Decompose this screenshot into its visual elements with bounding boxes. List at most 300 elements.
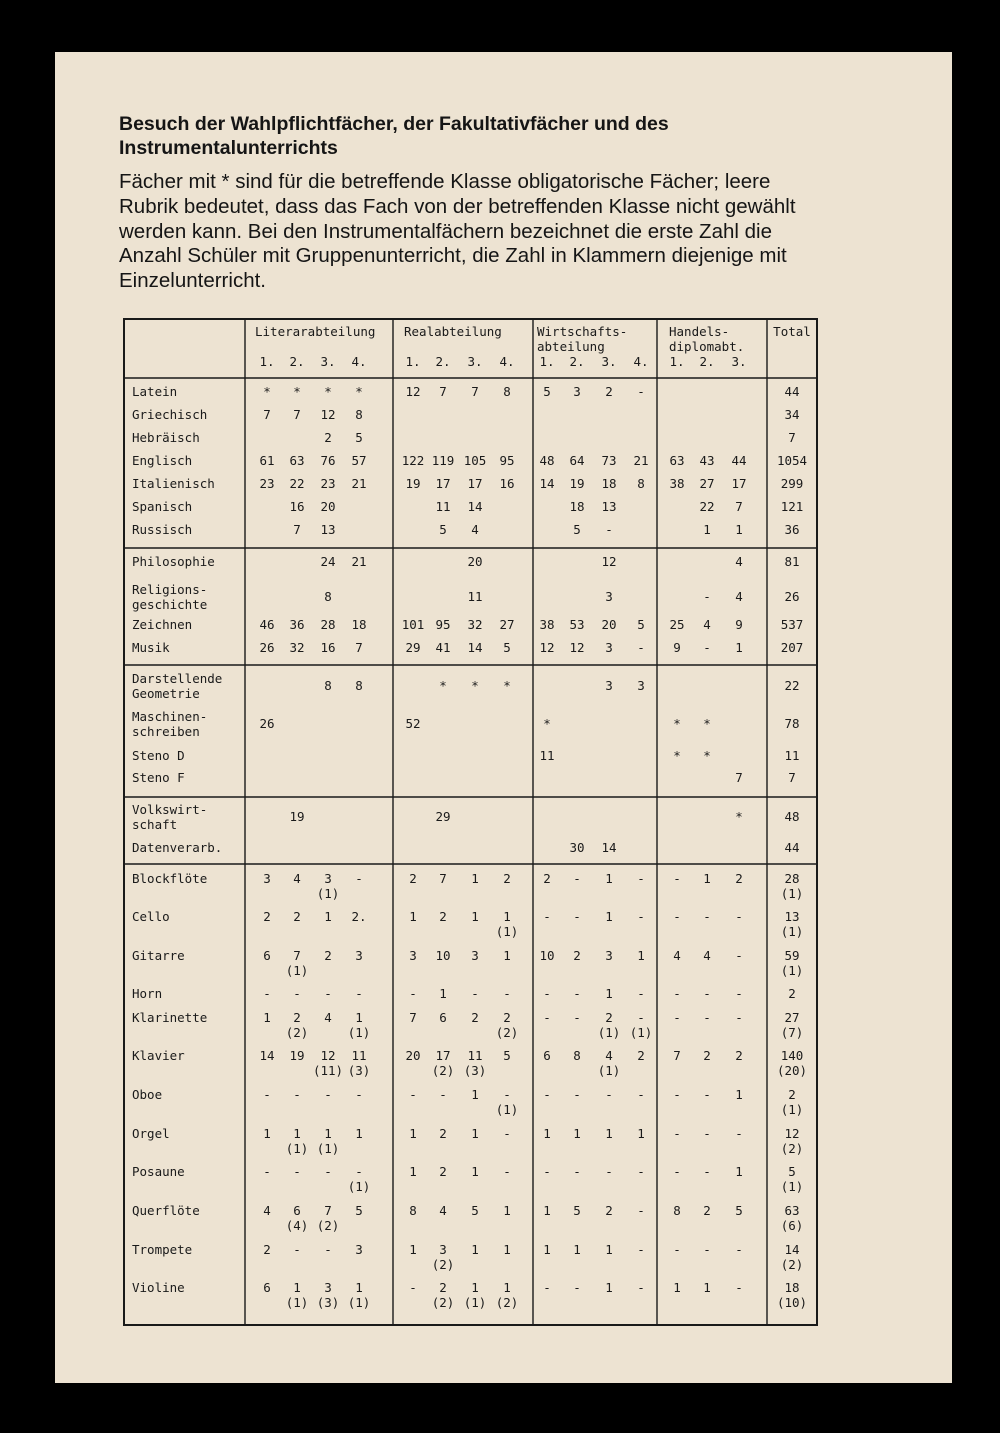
table-cell: 5 — [471, 1203, 479, 1218]
table-cell: 1 — [735, 640, 743, 655]
table-cell: - — [703, 1126, 711, 1141]
table-cell: 23 — [320, 476, 336, 491]
table-cell: - — [673, 1164, 681, 1179]
row-total: 36 — [784, 522, 800, 537]
row-total: 78 — [784, 716, 800, 731]
table-cell: 1 (1) — [316, 1126, 340, 1156]
table-cell: - — [637, 1087, 645, 1102]
table-cell: 5 — [355, 430, 363, 445]
table-cell: 21 — [633, 453, 649, 468]
table-cell: 1 — [703, 522, 711, 537]
table-cell: 1 — [573, 1242, 581, 1257]
table-cell: 20 — [467, 554, 483, 569]
row-total: 48 — [784, 809, 800, 824]
table-cell: 63 — [289, 453, 305, 468]
table-cell: * — [735, 809, 743, 824]
table-cell: * — [543, 716, 551, 731]
table-cell: 1 — [605, 1242, 613, 1257]
table-cell: 7 — [293, 522, 301, 537]
table-cell: 53 — [569, 617, 585, 632]
row-total: 81 — [784, 554, 800, 569]
table-cell: 18 — [351, 617, 367, 632]
table-cell: - — [703, 1164, 711, 1179]
class-header: 1. — [405, 354, 421, 369]
class-header: 3. — [601, 354, 617, 369]
table-cell: 1 — [735, 522, 743, 537]
table-cell: 16 — [499, 476, 515, 491]
table-cell: 3 — [355, 1242, 363, 1257]
table-cell: 8 — [355, 407, 363, 422]
table-cell: 5 — [439, 522, 447, 537]
table-cell: - — [637, 1280, 645, 1295]
table-cell: 3 — [409, 948, 417, 963]
table-cell: 25 — [669, 617, 685, 632]
table-cell: 1 — [573, 1126, 581, 1141]
page-title: Besuch der Wahlpflichtfächer, der Fakultativfächer und des Instrumentalunterrichts — [119, 113, 669, 159]
table-cell: - — [703, 1242, 711, 1257]
table-cell: 9 — [735, 617, 743, 632]
class-header: 4. — [499, 354, 515, 369]
table-cell: 1 (2) — [495, 1280, 519, 1310]
table-cell: 2 — [735, 1048, 743, 1063]
class-header: 2. — [435, 354, 451, 369]
table-cell: 8 — [503, 384, 511, 399]
table-cell: 1 — [735, 1164, 743, 1179]
table-cell: 24 — [320, 554, 336, 569]
table-cell: 29 — [405, 640, 421, 655]
table-cell: 44 — [731, 453, 747, 468]
table-cell: - — [637, 1203, 645, 1218]
table-cell: 8 — [324, 678, 332, 693]
table-cell: - — [637, 871, 645, 886]
table-cell: - — [573, 986, 581, 1001]
row-label: Posaune — [132, 1164, 185, 1179]
table-cell: 1 — [735, 1087, 743, 1102]
table-cell: 8 — [673, 1203, 681, 1218]
table-cell: 20 — [405, 1048, 421, 1063]
table-cell: 16 — [289, 499, 305, 514]
table-cell: * — [503, 678, 511, 693]
table-cell: 1 — [543, 1203, 551, 1218]
table-cell: - — [409, 1087, 417, 1102]
table-cell: 6 — [263, 1280, 271, 1295]
row-total: 121 — [780, 499, 804, 514]
table-cell: * — [263, 384, 271, 399]
table-cell: 2 — [409, 871, 417, 886]
table-cell: - — [605, 1164, 613, 1179]
table-cell: - — [355, 986, 363, 1001]
table-cell: 6 — [263, 948, 271, 963]
table-cell: 2 — [503, 871, 511, 886]
table-cell: 30 — [569, 840, 585, 855]
row-label: Oboe — [132, 1087, 163, 1102]
table-cell: 5 — [355, 1203, 363, 1218]
table-cell: 18 — [569, 499, 585, 514]
table-cell: 28 — [320, 617, 336, 632]
table-cell: - — [637, 640, 645, 655]
table-cell: 36 — [289, 617, 305, 632]
table-cell: - — [703, 986, 711, 1001]
table-cell: - (1) — [495, 1087, 519, 1117]
table-cell: - — [637, 986, 645, 1001]
table-cell: 1 (1) — [347, 1010, 371, 1040]
table-cell: 64 — [569, 453, 585, 468]
table-cell: 23 — [259, 476, 275, 491]
table-cell: 5 — [573, 1203, 581, 1218]
table-cell: 4 — [673, 948, 681, 963]
table-cell: 22 — [699, 499, 715, 514]
table-cell: - — [293, 1242, 301, 1257]
table-cell: 14 — [467, 499, 483, 514]
table-cell: - — [324, 1164, 332, 1179]
table-cell: - — [637, 384, 645, 399]
row-label: Philosophie — [132, 554, 215, 569]
table-cell: 4 — [703, 948, 711, 963]
group-header: Wirtschafts- abteilung — [537, 324, 628, 354]
table-cell: 6 — [439, 1010, 447, 1025]
table-cell: 2 — [703, 1048, 711, 1063]
row-label: Spanisch — [132, 499, 193, 514]
table-cell: 1 — [471, 1087, 479, 1102]
table-cell: 3 (3) — [316, 1280, 340, 1310]
class-header: 3. — [320, 354, 336, 369]
row-label: Italienisch — [132, 476, 215, 491]
table-cell: 1 — [703, 871, 711, 886]
row-label: Maschinen- schreiben — [132, 709, 208, 739]
row-total: 13 (1) — [780, 909, 804, 939]
table-cell: 1 — [673, 1280, 681, 1295]
table-cell: 7 — [439, 384, 447, 399]
table-cell: 73 — [601, 453, 617, 468]
table-cell: 19 — [569, 476, 585, 491]
table-cell: 17 — [467, 476, 483, 491]
table-cell: 20 — [601, 617, 617, 632]
row-total: 14 (2) — [780, 1242, 804, 1272]
table-cell: 7 — [735, 499, 743, 514]
table-cell: 2 — [439, 1164, 447, 1179]
table-cell: 17 — [435, 476, 451, 491]
table-cell: - (1) — [629, 1010, 653, 1040]
table-cell: * — [324, 384, 332, 399]
table-cell: 1 — [263, 1126, 271, 1141]
table-cell: 18 — [601, 476, 617, 491]
table-cell: 11 (3) — [347, 1048, 371, 1078]
table-cell: 7 — [263, 407, 271, 422]
table-cell: - — [735, 909, 743, 924]
class-header: 3. — [467, 354, 483, 369]
table-cell: 3 — [637, 678, 645, 693]
row-total: 22 — [784, 678, 800, 693]
table-cell: 7 — [409, 1010, 417, 1025]
table-cell: - — [735, 1010, 743, 1025]
table-cell: 32 — [467, 617, 483, 632]
table-cell: - — [439, 1087, 447, 1102]
row-total: 299 — [780, 476, 804, 491]
table-cell: 22 — [289, 476, 305, 491]
table-cell: 2 — [605, 1203, 613, 1218]
table-cell: 1 — [471, 871, 479, 886]
table-cell: 1 — [324, 909, 332, 924]
table-cell: - — [503, 1164, 511, 1179]
row-label: Cello — [132, 909, 170, 924]
table-cell: 7 — [673, 1048, 681, 1063]
row-label: Religions- geschichte — [132, 582, 208, 612]
class-header: 1. — [669, 354, 685, 369]
table-cell: 43 — [699, 453, 715, 468]
table-cell: 3 — [605, 589, 613, 604]
table-cell: 76 — [320, 453, 336, 468]
row-total: 140 (20) — [776, 1048, 808, 1078]
table-cell: 2 (2) — [285, 1010, 309, 1040]
row-total: 12 (2) — [780, 1126, 804, 1156]
table-cell: - — [409, 1280, 417, 1295]
table-cell: 2 (2) — [431, 1280, 455, 1310]
table-cell: 19 — [405, 476, 421, 491]
table-cell: 3 — [355, 948, 363, 963]
table-cell: - — [324, 986, 332, 1001]
table-cell: - — [573, 871, 581, 886]
table-cell: 2 — [735, 871, 743, 886]
table-cell: - — [293, 986, 301, 1001]
table-cell: - — [263, 986, 271, 1001]
table-cell: 8 — [637, 476, 645, 491]
table-cell: - — [703, 1010, 711, 1025]
table-cell: - — [263, 1087, 271, 1102]
table-cell: 13 — [601, 499, 617, 514]
table-cell: 1 — [605, 871, 613, 886]
table-cell: 32 — [289, 640, 305, 655]
table-cell: 8 — [573, 1048, 581, 1063]
table-cell: 17 — [731, 476, 747, 491]
table-cell: 7 — [293, 407, 301, 422]
table-cell: * — [293, 384, 301, 399]
table-cell: 1 — [637, 948, 645, 963]
table-cell: 14 — [539, 476, 555, 491]
table-cell: 38 — [539, 617, 555, 632]
table-cell: 20 — [320, 499, 336, 514]
row-label: Darstellende Geometrie — [132, 671, 223, 701]
class-header: 3. — [731, 354, 747, 369]
table-cell: 5 — [573, 522, 581, 537]
table-cell: 7 — [735, 770, 743, 785]
intro-paragraph: Fächer mit * sind für die betreffende Klasse obligatorische Fächer; leere Rubrik bedeutet, dass das Fach von der betreffenden Klasse nicht gewählt werden kann. Bei den Instrumentalfächern bezeichnet die erste Zahl die Anzahl Schüler mit Gruppenunterricht, die Zahl in Klammern diejenige mit Einzelunterricht. — [119, 170, 796, 293]
row-total: 63 (6) — [780, 1203, 804, 1233]
table-cell: - — [735, 986, 743, 1001]
table-cell: - — [735, 1280, 743, 1295]
table-cell: 4 — [735, 554, 743, 569]
table-cell: 5 — [543, 384, 551, 399]
class-header: 1. — [259, 354, 275, 369]
table-cell: 2 — [293, 909, 301, 924]
table-cell: 1 — [409, 909, 417, 924]
table-cell: 2 — [703, 1203, 711, 1218]
row-label: Steno D — [132, 748, 185, 763]
row-label: Zeichnen — [132, 617, 193, 632]
table-cell: - — [543, 986, 551, 1001]
row-total: 59 (1) — [780, 948, 804, 978]
table-cell: - — [703, 640, 711, 655]
table-cell: 5 — [735, 1203, 743, 1218]
table-cell: 8 — [324, 589, 332, 604]
class-header: 4. — [633, 354, 649, 369]
row-label: Klavier — [132, 1048, 185, 1063]
table-cell: 3 — [471, 948, 479, 963]
table-cell: 11 — [539, 748, 555, 763]
enrollment-table — [123, 318, 818, 1326]
table-cell: - — [735, 1126, 743, 1141]
table-cell: 1 — [503, 948, 511, 963]
row-label: Hebräisch — [132, 430, 200, 445]
row-total: 18 (10) — [776, 1280, 808, 1310]
row-total: 1054 — [776, 453, 808, 468]
table-cell: - — [543, 1087, 551, 1102]
table-cell: 10 — [435, 948, 451, 963]
table-cell: - — [605, 1087, 613, 1102]
table-cell: * — [355, 384, 363, 399]
table-cell: 12 — [320, 407, 336, 422]
table-cell: 1 — [503, 1203, 511, 1218]
table-cell: 12 — [405, 384, 421, 399]
table-cell: 4 — [703, 617, 711, 632]
table-cell: 2 — [543, 871, 551, 886]
table-cell: 95 — [499, 453, 515, 468]
table-cell: * — [471, 678, 479, 693]
table-cell: 1 (1) — [347, 1280, 371, 1310]
row-total: 44 — [784, 384, 800, 399]
table-cell: - — [703, 589, 711, 604]
table-cell: 105 — [463, 453, 487, 468]
row-label: Musik — [132, 640, 170, 655]
class-header: 2. — [569, 354, 585, 369]
table-cell: 2 — [324, 430, 332, 445]
table-cell: 8 — [409, 1203, 417, 1218]
table-cell: - — [573, 1164, 581, 1179]
table-cell: 1 — [605, 1280, 613, 1295]
table-cell: - — [573, 1010, 581, 1025]
table-cell: 1 — [471, 1242, 479, 1257]
table-cell: 1 (1) — [285, 1280, 309, 1310]
table-cell: 1 — [439, 986, 447, 1001]
row-total: 2 — [788, 986, 796, 1001]
table-cell: 2 — [605, 384, 613, 399]
table-cell: - — [673, 871, 681, 886]
group-header: Handels- diplomabt. — [669, 324, 745, 354]
table-cell: - — [637, 909, 645, 924]
table-cell: 2 — [263, 909, 271, 924]
table-cell: 1 — [355, 1126, 363, 1141]
table-cell: 1 (1) — [463, 1280, 487, 1310]
table-cell: 26 — [259, 640, 275, 655]
table-cell: 122 — [401, 453, 425, 468]
table-cell: 2 — [471, 1010, 479, 1025]
table-cell: 16 — [320, 640, 336, 655]
table-cell: 4 — [293, 871, 301, 886]
row-total: 207 — [780, 640, 804, 655]
table-cell: 1 — [637, 1126, 645, 1141]
table-cell: - — [673, 1010, 681, 1025]
row-label: Datenverarb. — [132, 840, 223, 855]
table-cell: 2 — [263, 1242, 271, 1257]
table-cell: - — [703, 909, 711, 924]
table-cell: 13 — [320, 522, 336, 537]
table-cell: - — [735, 948, 743, 963]
row-total: 537 — [780, 617, 804, 632]
row-total: 27 (7) — [780, 1010, 804, 1040]
table-cell: 9 — [673, 640, 681, 655]
table-cell: 4 — [324, 1010, 332, 1025]
table-cell: - — [673, 986, 681, 1001]
row-total: 44 — [784, 840, 800, 855]
table-cell: 48 — [539, 453, 555, 468]
row-label: Russisch — [132, 522, 193, 537]
table-cell: 27 — [699, 476, 715, 491]
table-cell: - — [673, 1242, 681, 1257]
table-cell: 38 — [669, 476, 685, 491]
class-header: 4. — [351, 354, 367, 369]
table-cell: 3 — [263, 871, 271, 886]
table-cell: 1 — [543, 1242, 551, 1257]
table-cell: 2 — [439, 909, 447, 924]
table-cell: 12 — [601, 554, 617, 569]
table-cell: 3 — [605, 948, 613, 963]
row-total: 7 — [788, 770, 796, 785]
table-cell: 12 (11) — [312, 1048, 344, 1078]
table-cell: 4 — [735, 589, 743, 604]
table-cell: 7 — [439, 871, 447, 886]
row-total: 2 (1) — [780, 1087, 804, 1117]
table-cell: 27 — [499, 617, 515, 632]
table-cell: - — [573, 1280, 581, 1295]
table-cell: 2 — [324, 948, 332, 963]
table-cell: - — [573, 909, 581, 924]
table-cell: 61 — [259, 453, 275, 468]
table-cell: - — [735, 1242, 743, 1257]
row-total: 11 — [784, 748, 800, 763]
table-cell: 95 — [435, 617, 451, 632]
table-cell: 17 (2) — [431, 1048, 455, 1078]
row-label: Latein — [132, 384, 178, 399]
table-cell: 2 — [573, 948, 581, 963]
table-cell: - — [637, 1242, 645, 1257]
row-total: 26 — [784, 589, 800, 604]
total-header: Total — [773, 324, 811, 339]
table-cell: 1 (1) — [285, 1126, 309, 1156]
table-cell: 7 (1) — [285, 948, 309, 978]
row-label: Trompete — [132, 1242, 193, 1257]
table-cell: 1 — [543, 1126, 551, 1141]
table-cell: 101 — [401, 617, 425, 632]
table-cell: 3 — [605, 678, 613, 693]
table-cell: 21 — [351, 554, 367, 569]
table-cell: 119 — [431, 453, 455, 468]
table-cell: - — [543, 1164, 551, 1179]
table-cell: 12 — [539, 640, 555, 655]
table-cell: 2 (1) — [597, 1010, 621, 1040]
class-header: 2. — [699, 354, 715, 369]
group-header: Literarabteilung — [255, 324, 376, 339]
table-cell: 1 — [605, 1126, 613, 1141]
table-cell: 19 — [289, 1048, 305, 1063]
row-total: 34 — [784, 407, 800, 422]
row-label: Steno F — [132, 770, 185, 785]
table-cell: 10 — [539, 948, 555, 963]
table-cell: - — [673, 1126, 681, 1141]
row-total: 28 (1) — [780, 871, 804, 901]
table-cell: - — [543, 1010, 551, 1025]
table-cell: - — [673, 1087, 681, 1102]
table-cell: 11 — [435, 499, 451, 514]
table-cell: 1 — [471, 1126, 479, 1141]
